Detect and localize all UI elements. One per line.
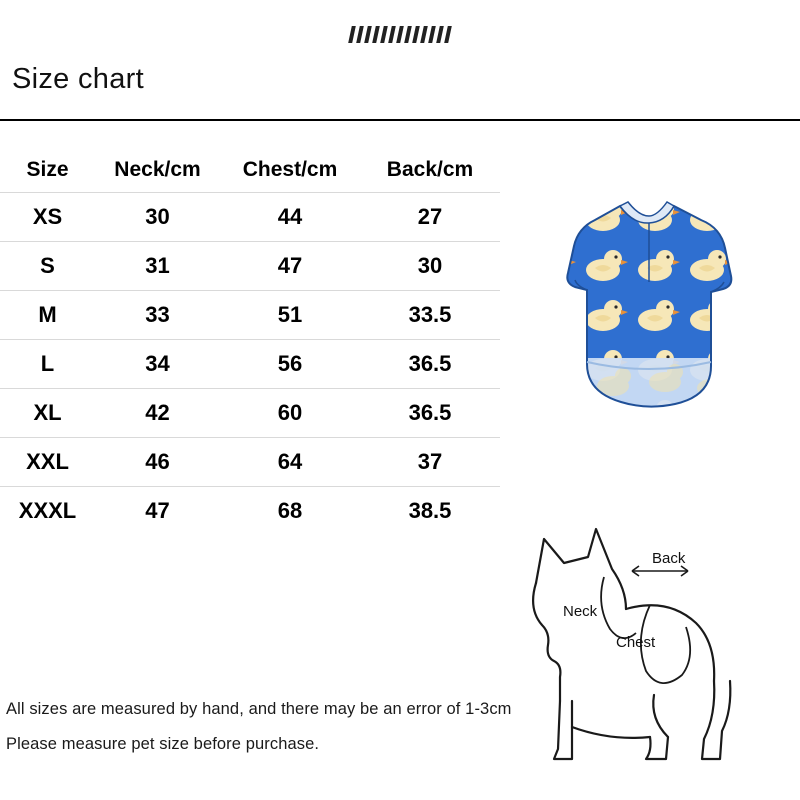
cell-chest: 51 <box>220 291 360 340</box>
cell-size: XXL <box>0 438 95 487</box>
cell-chest: 47 <box>220 242 360 291</box>
dash-mark <box>372 26 380 43</box>
dash-mark <box>428 26 436 43</box>
cell-back: 33.5 <box>360 291 500 340</box>
dash-mark <box>420 26 428 43</box>
title-divider <box>0 119 800 121</box>
table-row <box>0 340 500 389</box>
table-row <box>0 389 500 438</box>
cell-neck: 30 <box>95 193 220 242</box>
page-title: Size chart <box>12 63 144 95</box>
column-header-chest: Chest/cm <box>220 148 360 193</box>
cell-chest: 64 <box>220 438 360 487</box>
cell-chest: 56 <box>220 340 360 389</box>
dash-mark <box>364 26 372 43</box>
table-row <box>0 291 500 340</box>
cell-back: 36.5 <box>360 389 500 438</box>
label-neck: Neck <box>563 603 598 620</box>
table-header <box>0 148 500 193</box>
cell-size: XS <box>0 193 95 242</box>
table-row <box>0 487 500 536</box>
cell-neck: 31 <box>95 242 220 291</box>
cell-neck: 33 <box>95 291 220 340</box>
dash-mark <box>412 26 420 43</box>
footer-notes <box>6 700 606 770</box>
cell-chest: 60 <box>220 389 360 438</box>
cell-size: XL <box>0 389 95 438</box>
table-row <box>0 193 500 242</box>
table-header-row <box>0 148 500 193</box>
dash-mark <box>404 26 412 43</box>
cell-size: S <box>0 242 95 291</box>
cell-size: XXXL <box>18 498 77 523</box>
cell-size: M <box>0 291 95 340</box>
table-row <box>0 242 500 291</box>
dash-mark <box>388 26 396 43</box>
cell-neck: 42 <box>95 389 220 438</box>
table-body <box>0 193 500 536</box>
cell-back: 27 <box>360 193 500 242</box>
note-measurement-error: All sizes are measured by hand, and there may be an error of 1-3cm <box>6 700 512 718</box>
dash-mark <box>380 26 388 43</box>
note-measure-before-purchase: Please measure pet size before purchase. <box>6 735 320 753</box>
column-header-size: Size <box>0 148 95 193</box>
cell-chest: 68 <box>277 498 303 523</box>
decorative-dash-row <box>0 26 800 43</box>
size-chart-table-wrapper <box>0 148 500 535</box>
cell-back: 38.5 <box>408 498 452 523</box>
table-row <box>0 438 500 487</box>
cell-size: L <box>0 340 95 389</box>
cell-neck: 34 <box>95 340 220 389</box>
product-image <box>525 190 775 450</box>
dash-mark <box>444 26 452 43</box>
column-header-back: Back/cm <box>360 148 500 193</box>
cell-back: 36.5 <box>360 340 500 389</box>
cell-back: 30 <box>360 242 500 291</box>
dash-mark <box>356 26 364 43</box>
dash-mark <box>348 26 356 43</box>
size-chart-table <box>0 148 500 535</box>
cell-chest: 44 <box>220 193 360 242</box>
column-header-neck: Neck/cm <box>95 148 220 193</box>
pet-shirt-illustration <box>525 190 775 450</box>
dash-mark <box>396 26 404 43</box>
cell-back: 37 <box>360 438 500 487</box>
label-back: Back <box>652 550 686 567</box>
label-chest: Chest <box>616 634 656 651</box>
dash-mark <box>436 26 444 43</box>
cell-neck: 47 <box>145 498 170 523</box>
cell-neck: 46 <box>95 438 220 487</box>
